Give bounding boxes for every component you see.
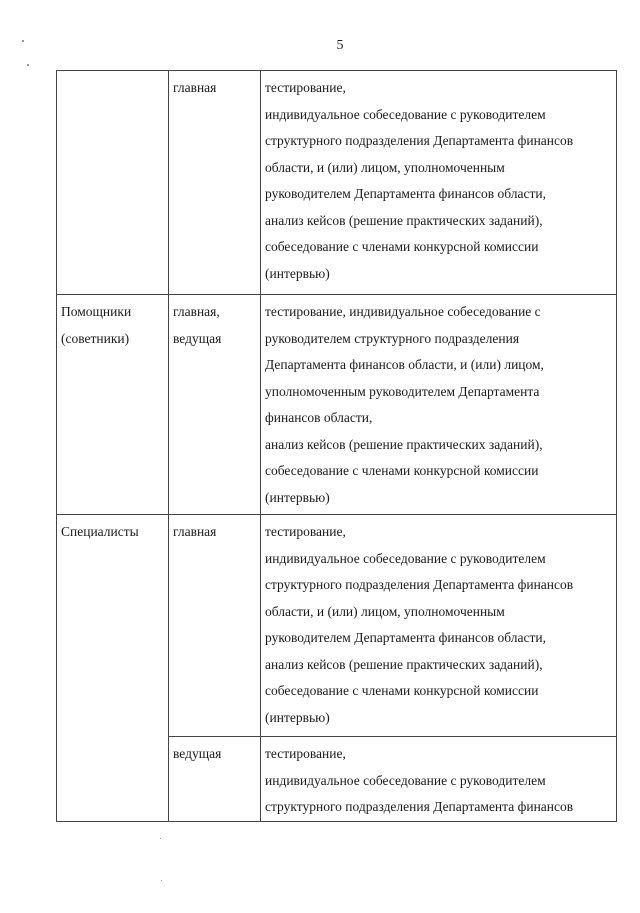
- selection-method-line: Департамента финансов области, и (или) лицом,: [265, 357, 544, 372]
- selection-method-line: тестирование,: [265, 746, 346, 761]
- selection-method-line: руководителем Департамента финансов области,: [265, 630, 547, 645]
- table-row: [57, 71, 617, 295]
- selection-method-line: области, и (или) лицом, уполномоченным: [265, 603, 505, 619]
- table-row: [57, 295, 617, 515]
- position-level-cell: [169, 515, 261, 737]
- selection-methods-table: [56, 70, 617, 822]
- position-group-cell: [57, 71, 169, 295]
- position-group-cell: [57, 295, 169, 515]
- selection-methods-cell: [261, 295, 617, 515]
- selection-method-line: собеседование с членами конкурсной комиссии: [265, 239, 539, 254]
- selection-method-line: структурного подразделения Департамента финансов: [265, 577, 574, 592]
- selection-methods-cell: [261, 515, 617, 737]
- selection-method-line: тестирование,: [265, 524, 346, 539]
- scan-speck: [160, 838, 161, 839]
- position-level-cell: [169, 71, 261, 295]
- position-group-text: Помощники: [61, 304, 132, 319]
- selection-methods-cell: [261, 71, 617, 295]
- position-level-cell: [169, 737, 261, 822]
- selection-method-line: индивидуальное собеседование с руководителем: [265, 106, 546, 122]
- position-level-cell: [169, 295, 261, 515]
- position-level-text: главная,: [173, 304, 220, 319]
- selection-method-line: области, и (или) лицом, уполномоченным: [265, 159, 505, 175]
- selection-method-line: структурного подразделения Департамента финансов: [265, 799, 574, 814]
- selection-method-line: (интервью): [265, 265, 330, 281]
- selection-method-line: (интервью): [265, 489, 330, 505]
- selection-method-line: анализ кейсов (решение практических заданий),: [265, 656, 543, 672]
- selection-method-line: структурного подразделения Департамента финансов: [265, 133, 574, 148]
- position-group-cell: [57, 515, 169, 822]
- selection-method-line: собеседование с членами конкурсной комиссии: [265, 463, 539, 478]
- selection-method-line: анализ кейсов (решение практических заданий),: [265, 212, 543, 228]
- selection-method-line: индивидуальное собеседование с руководителем: [265, 772, 546, 788]
- selection-method-line: финансов области,: [265, 410, 373, 425]
- position-level-text: главная: [173, 524, 217, 539]
- selection-method-line: (интервью): [265, 709, 330, 725]
- selection-method-line: руководителем Департамента финансов области,: [265, 186, 547, 201]
- page-number: 5: [336, 38, 344, 53]
- position-level-text: ведущая: [173, 746, 222, 761]
- selection-method-line: анализ кейсов (решение практических заданий),: [265, 436, 543, 452]
- selection-method-line: уполномоченным руководителем Департамента: [265, 383, 540, 399]
- position-group-text: (советники): [61, 330, 130, 346]
- position-level-text: главная: [173, 80, 217, 95]
- scan-speck: [161, 880, 162, 881]
- position-level-text: ведущая: [173, 330, 222, 346]
- scan-speck: [27, 64, 29, 66]
- selection-method-line: тестирование, индивидуальное собеседование с: [265, 304, 541, 319]
- selection-method-line: индивидуальное собеседование с руководителем: [265, 550, 546, 566]
- selection-method-line: руководителем структурного подразделения: [265, 330, 520, 346]
- selection-method-line: тестирование,: [265, 80, 346, 95]
- position-group-text: Специалисты: [61, 524, 139, 539]
- selection-methods-cell: [261, 737, 617, 822]
- table-row: [57, 515, 617, 737]
- selection-method-line: собеседование с членами конкурсной комиссии: [265, 683, 539, 698]
